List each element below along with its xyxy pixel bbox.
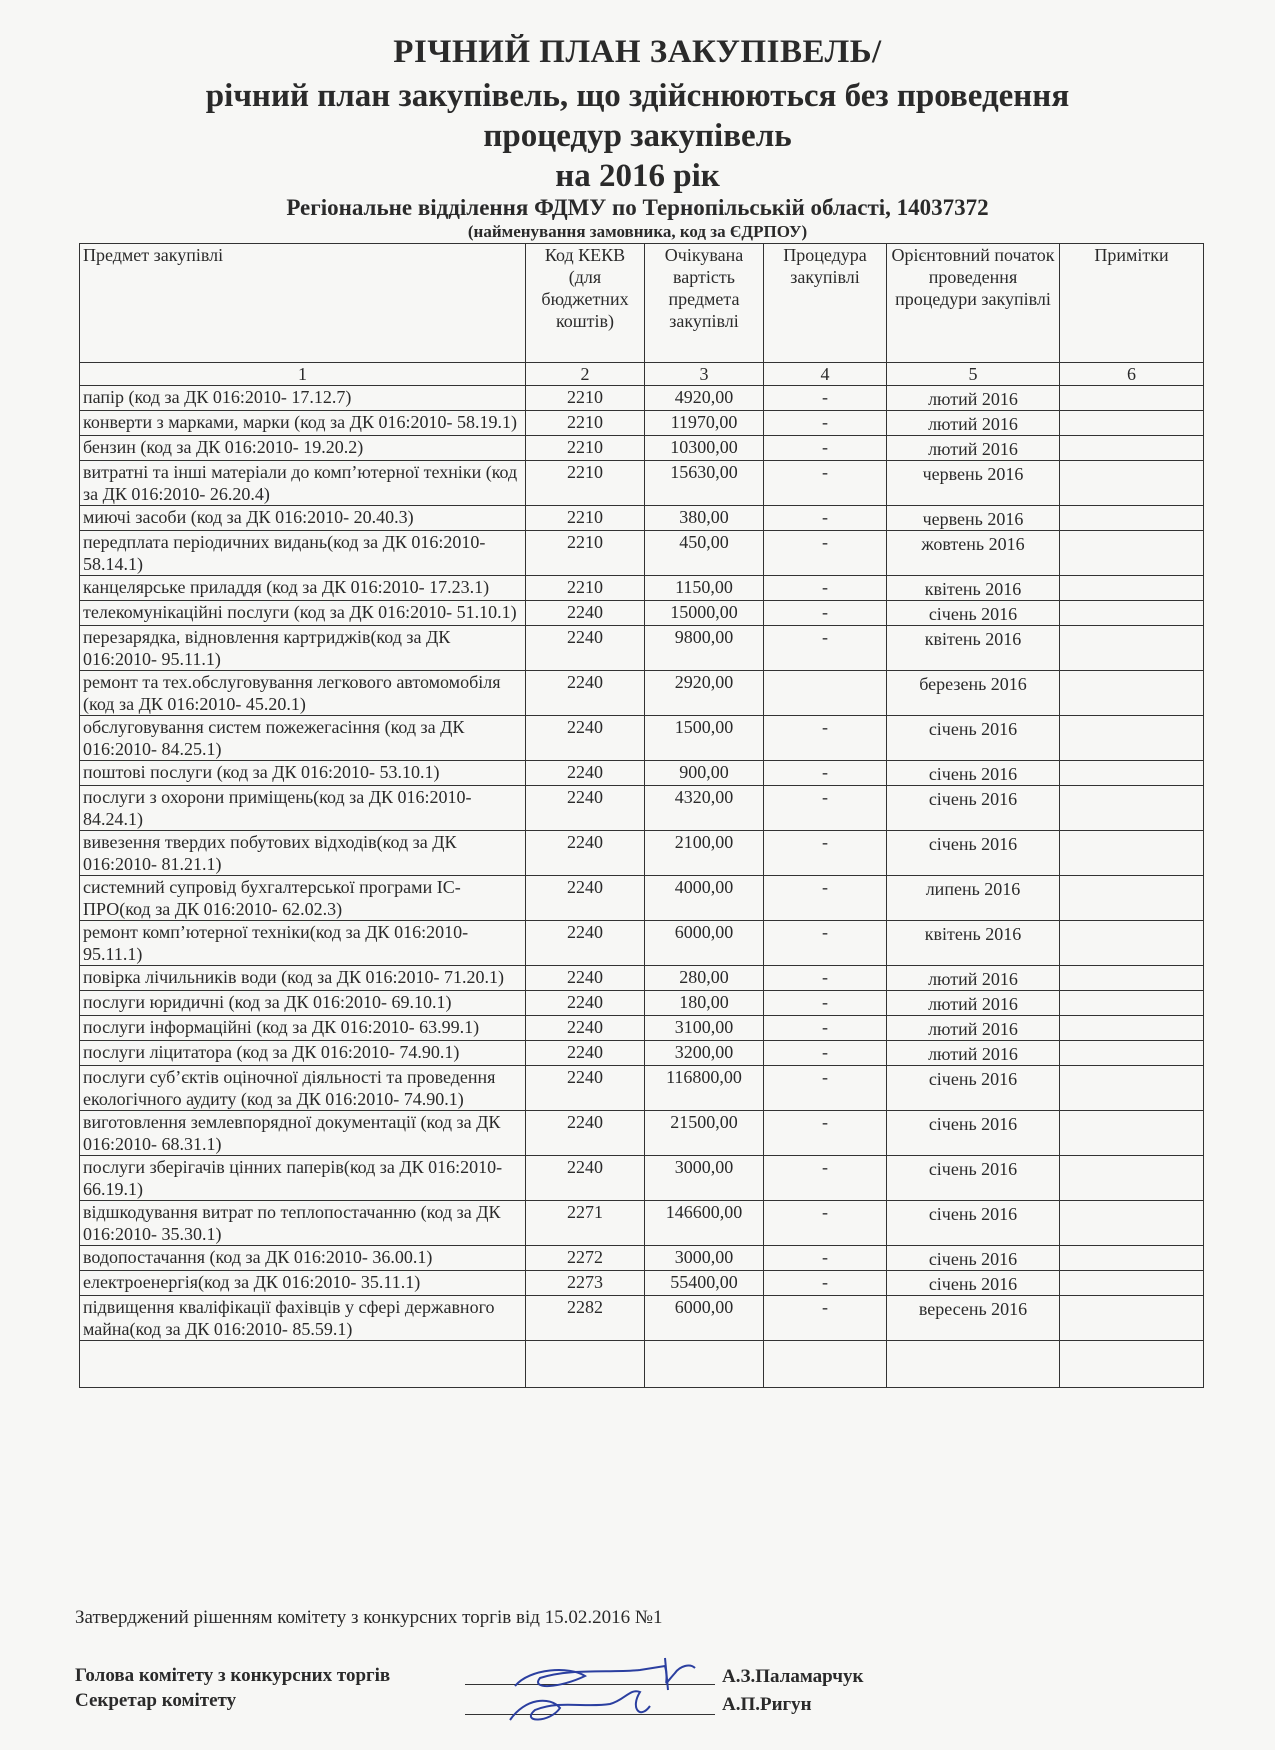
row-procedure: - bbox=[764, 626, 887, 671]
row-start: квітень 2016 bbox=[887, 576, 1060, 601]
row-cost: 1150,00 bbox=[645, 576, 764, 601]
row-start: січень 2016 bbox=[887, 761, 1060, 786]
row-procedure: - bbox=[764, 761, 887, 786]
row-note bbox=[1060, 626, 1204, 671]
table-body bbox=[80, 386, 1204, 1388]
table-row bbox=[80, 411, 1204, 436]
row-start: січень 2016 bbox=[887, 1271, 1060, 1296]
column-number: 2 bbox=[526, 363, 645, 386]
empty-cell bbox=[764, 1341, 887, 1388]
table-row bbox=[80, 716, 1204, 761]
row-start: січень 2016 bbox=[887, 1156, 1060, 1201]
row-start: червень 2016 bbox=[887, 506, 1060, 531]
row-procedure: - bbox=[764, 921, 887, 966]
row-procedure: - bbox=[764, 461, 887, 506]
doc-title: РІЧНИЙ ПЛАН ЗАКУПІВЕЛЬ/ bbox=[393, 34, 882, 70]
column-number: 1 bbox=[80, 363, 526, 386]
row-cost: 2920,00 bbox=[645, 671, 764, 716]
row-kekv: 2240 bbox=[526, 966, 645, 991]
row-cost: 116800,00 bbox=[645, 1066, 764, 1111]
table-row bbox=[80, 1156, 1204, 1201]
empty-cell bbox=[80, 1341, 526, 1388]
row-cost: 9800,00 bbox=[645, 626, 764, 671]
table-row bbox=[80, 386, 1204, 411]
row-note bbox=[1060, 601, 1204, 626]
header-cost: Очікувана вартість предмета закупівлі bbox=[645, 244, 764, 363]
row-cost: 4920,00 bbox=[645, 386, 764, 411]
row-kekv: 2210 bbox=[526, 436, 645, 461]
row-cost: 15630,00 bbox=[645, 461, 764, 506]
header-start: Орієнтовний початок проведення процедури закупівлі bbox=[887, 244, 1060, 363]
row-kekv: 2240 bbox=[526, 761, 645, 786]
row-item: папір (код за ДК 016:2010- 17.12.7) bbox=[80, 386, 526, 411]
row-start: вересень 2016 bbox=[887, 1296, 1060, 1341]
row-procedure: - bbox=[764, 601, 887, 626]
row-item: підвищення кваліфікації фахівців у сфері державного майна(код за ДК 016:2010- 85.59.1) bbox=[80, 1296, 526, 1341]
row-start: липень 2016 bbox=[887, 876, 1060, 921]
row-cost: 4320,00 bbox=[645, 786, 764, 831]
row-cost: 380,00 bbox=[645, 506, 764, 531]
row-start: лютий 2016 bbox=[887, 966, 1060, 991]
row-item: ремонт та тех.обслуговування легкового автомомобіля (код за ДК 016:2010- 45.20.1) bbox=[80, 671, 526, 716]
row-note bbox=[1060, 411, 1204, 436]
table-row bbox=[80, 1201, 1204, 1246]
table-row bbox=[80, 831, 1204, 876]
row-start: січень 2016 bbox=[887, 1246, 1060, 1271]
customer-caption: (найменування замовника, код за ЄДРПОУ) bbox=[467, 222, 808, 241]
row-note bbox=[1060, 436, 1204, 461]
row-item: канцелярське приладдя (код за ДК 016:2010- 17.23.1) bbox=[80, 576, 526, 601]
empty-cell bbox=[526, 1341, 645, 1388]
table-row-empty bbox=[80, 1341, 1204, 1388]
row-note bbox=[1060, 1016, 1204, 1041]
row-note bbox=[1060, 386, 1204, 411]
row-kekv: 2240 bbox=[526, 1111, 645, 1156]
row-start: лютий 2016 bbox=[887, 436, 1060, 461]
table-row bbox=[80, 991, 1204, 1016]
row-procedure: - bbox=[764, 436, 887, 461]
row-note bbox=[1060, 671, 1204, 716]
doc-year: на 2016 рік bbox=[555, 158, 720, 194]
row-note bbox=[1060, 531, 1204, 576]
chair-label: Голова комітету з конкурсних торгів bbox=[75, 1665, 391, 1686]
table-row bbox=[80, 761, 1204, 786]
row-procedure: - bbox=[764, 786, 887, 831]
row-item: конверти з марками, марки (код за ДК 016:2010- 58.19.1) bbox=[80, 411, 526, 436]
row-item: вивезення твердих побутових відходів(код за ДК 016:2010- 81.21.1) bbox=[80, 831, 526, 876]
customer-name: Регіональне відділення ФДМУ по Тернопільській області, 14037372 bbox=[286, 195, 989, 220]
row-item: послуги інформаційні (код за ДК 016:2010- 63.99.1) bbox=[80, 1016, 526, 1041]
empty-cell bbox=[1060, 1341, 1204, 1388]
row-start: січень 2016 bbox=[887, 1111, 1060, 1156]
row-item: послуги суб’єктів оціночної діяльності та проведення екологічного аудиту (код за ДК 016:2010- 74.90.1) bbox=[80, 1066, 526, 1111]
header-kekv: Код КЕКВ (для бюджетних коштів) bbox=[526, 244, 645, 363]
row-start: лютий 2016 bbox=[887, 1041, 1060, 1066]
row-item: перезарядка, відновлення картриджів(код за ДК 016:2010- 95.11.1) bbox=[80, 626, 526, 671]
column-number: 3 bbox=[645, 363, 764, 386]
row-item: водопостачання (код за ДК 016:2010- 36.00.1) bbox=[80, 1246, 526, 1271]
row-start: січень 2016 bbox=[887, 601, 1060, 626]
row-start: лютий 2016 bbox=[887, 411, 1060, 436]
row-kekv: 2210 bbox=[526, 461, 645, 506]
row-cost: 3000,00 bbox=[645, 1246, 764, 1271]
row-procedure: - bbox=[764, 716, 887, 761]
row-item: послуги зберігачів цінних паперів(код за ДК 016:2010- 66.19.1) bbox=[80, 1156, 526, 1201]
row-procedure: - bbox=[764, 1201, 887, 1246]
column-number: 4 bbox=[764, 363, 887, 386]
row-item: миючі засоби (код за ДК 016:2010- 20.40.3) bbox=[80, 506, 526, 531]
row-cost: 180,00 bbox=[645, 991, 764, 1016]
row-note bbox=[1060, 1111, 1204, 1156]
row-procedure: - bbox=[764, 506, 887, 531]
table-row bbox=[80, 601, 1204, 626]
row-kekv: 2210 bbox=[526, 411, 645, 436]
row-cost: 6000,00 bbox=[645, 921, 764, 966]
row-cost: 3200,00 bbox=[645, 1041, 764, 1066]
row-item: телекомунікаційні послуги (код за ДК 016:2010- 51.10.1) bbox=[80, 601, 526, 626]
row-start: квітень 2016 bbox=[887, 921, 1060, 966]
row-kekv: 2240 bbox=[526, 991, 645, 1016]
row-cost: 450,00 bbox=[645, 531, 764, 576]
row-item: поштові послуги (код за ДК 016:2010- 53.10.1) bbox=[80, 761, 526, 786]
row-note bbox=[1060, 1271, 1204, 1296]
row-procedure: - bbox=[764, 991, 887, 1016]
secretary-name: А.П.Ригун bbox=[722, 1694, 812, 1715]
row-cost: 146600,00 bbox=[645, 1201, 764, 1246]
row-procedure: - bbox=[764, 1156, 887, 1201]
row-note bbox=[1060, 921, 1204, 966]
row-start: лютий 2016 bbox=[887, 386, 1060, 411]
row-cost: 4000,00 bbox=[645, 876, 764, 921]
row-kekv: 2240 bbox=[526, 1066, 645, 1111]
procurement-table bbox=[79, 243, 1204, 1388]
column-number-row bbox=[80, 363, 1204, 386]
row-procedure: - bbox=[764, 1271, 887, 1296]
row-cost: 6000,00 bbox=[645, 1296, 764, 1341]
table-row bbox=[80, 461, 1204, 506]
row-procedure: - bbox=[764, 1246, 887, 1271]
row-item: послуги ліцитатора (код за ДК 016:2010- 74.90.1) bbox=[80, 1041, 526, 1066]
table-row bbox=[80, 1246, 1204, 1271]
empty-cell bbox=[887, 1341, 1060, 1388]
row-start: лютий 2016 bbox=[887, 991, 1060, 1016]
row-note bbox=[1060, 761, 1204, 786]
table-row bbox=[80, 786, 1204, 831]
table-row bbox=[80, 1041, 1204, 1066]
row-procedure bbox=[764, 671, 887, 716]
row-procedure: - bbox=[764, 531, 887, 576]
row-procedure: - bbox=[764, 1066, 887, 1111]
table-row bbox=[80, 1066, 1204, 1111]
row-note bbox=[1060, 1066, 1204, 1111]
row-note bbox=[1060, 831, 1204, 876]
row-item: відшкодування витрат по теплопостачанню (код за ДК 016:2010- 35.30.1) bbox=[80, 1201, 526, 1246]
row-kekv: 2240 bbox=[526, 1156, 645, 1201]
row-start: жовтень 2016 bbox=[887, 531, 1060, 576]
table-row bbox=[80, 671, 1204, 716]
row-note bbox=[1060, 991, 1204, 1016]
row-item: електроенергія(код за ДК 016:2010- 35.11.1) bbox=[80, 1271, 526, 1296]
table-row bbox=[80, 1296, 1204, 1341]
row-kekv: 2210 bbox=[526, 386, 645, 411]
row-kekv: 2240 bbox=[526, 1016, 645, 1041]
row-item: послуги з охорони приміщень(код за ДК 016:2010- 84.24.1) bbox=[80, 786, 526, 831]
header-item: Предмет закупівлі bbox=[80, 244, 526, 363]
row-cost: 900,00 bbox=[645, 761, 764, 786]
row-note bbox=[1060, 1041, 1204, 1066]
row-item: бензин (код за ДК 016:2010- 19.20.2) bbox=[80, 436, 526, 461]
row-kekv: 2282 bbox=[526, 1296, 645, 1341]
row-procedure: - bbox=[764, 966, 887, 991]
row-procedure: - bbox=[764, 576, 887, 601]
row-cost: 2100,00 bbox=[645, 831, 764, 876]
table-row bbox=[80, 576, 1204, 601]
row-cost: 11970,00 bbox=[645, 411, 764, 436]
row-cost: 280,00 bbox=[645, 966, 764, 991]
column-number: 5 bbox=[887, 363, 1060, 386]
table-row bbox=[80, 531, 1204, 576]
row-procedure: - bbox=[764, 1296, 887, 1341]
table-row bbox=[80, 1016, 1204, 1041]
row-kekv: 2271 bbox=[526, 1201, 645, 1246]
table-row bbox=[80, 436, 1204, 461]
table-row bbox=[80, 921, 1204, 966]
row-start: лютий 2016 bbox=[887, 1016, 1060, 1041]
table-row bbox=[80, 1111, 1204, 1156]
row-note bbox=[1060, 1296, 1204, 1341]
row-item: повірка лічильників води (код за ДК 016:2010- 71.20.1) bbox=[80, 966, 526, 991]
row-item: системний супровід бухгалтерської програми ІС-ПРО(код за ДК 016:2010- 62.02.3) bbox=[80, 876, 526, 921]
row-note bbox=[1060, 1246, 1204, 1271]
approval-note: Затверджений рішенням комітету з конкурсних торгів від 15.02.2016 №1 bbox=[75, 1607, 663, 1628]
table-row bbox=[80, 1271, 1204, 1296]
row-procedure: - bbox=[764, 1041, 887, 1066]
row-procedure: - bbox=[764, 411, 887, 436]
row-note bbox=[1060, 1156, 1204, 1201]
row-item: передплата періодичних видань(код за ДК 016:2010- 58.14.1) bbox=[80, 531, 526, 576]
row-item: витратні та інші матеріали до комп’ютерної техніки (код за ДК 016:2010- 26.20.4) bbox=[80, 461, 526, 506]
chair-name: А.З.Паламарчук bbox=[722, 1666, 864, 1687]
table-row bbox=[80, 966, 1204, 991]
empty-cell bbox=[645, 1341, 764, 1388]
row-procedure: - bbox=[764, 1016, 887, 1041]
row-item: послуги юридичні (код за ДК 016:2010- 69.10.1) bbox=[80, 991, 526, 1016]
row-kekv: 2210 bbox=[526, 576, 645, 601]
row-cost: 3000,00 bbox=[645, 1156, 764, 1201]
header-notes: Примітки bbox=[1060, 244, 1204, 363]
row-kekv: 2240 bbox=[526, 671, 645, 716]
row-note bbox=[1060, 966, 1204, 991]
row-kekv: 2210 bbox=[526, 506, 645, 531]
row-start: січень 2016 bbox=[887, 786, 1060, 831]
row-cost: 10300,00 bbox=[645, 436, 764, 461]
row-kekv: 2240 bbox=[526, 716, 645, 761]
row-item: ремонт комп’ютерної техніки(код за ДК 016:2010- 95.11.1) bbox=[80, 921, 526, 966]
row-kekv: 2240 bbox=[526, 1041, 645, 1066]
row-kekv: 2240 bbox=[526, 601, 645, 626]
row-procedure: - bbox=[764, 831, 887, 876]
row-cost: 1500,00 bbox=[645, 716, 764, 761]
row-start: червень 2016 bbox=[887, 461, 1060, 506]
doc-subtitle: річний план закупівель, що здійснюються без проведення bbox=[205, 78, 1070, 114]
row-note bbox=[1060, 576, 1204, 601]
handwritten-signatures-icon bbox=[490, 1628, 720, 1728]
row-note bbox=[1060, 786, 1204, 831]
row-start: січень 2016 bbox=[887, 831, 1060, 876]
row-item: обслуговування систем пожежегасіння (код за ДК 016:2010- 84.25.1) bbox=[80, 716, 526, 761]
row-start: січень 2016 bbox=[887, 1201, 1060, 1246]
row-start: січень 2016 bbox=[887, 716, 1060, 761]
row-kekv: 2273 bbox=[526, 1271, 645, 1296]
row-kekv: 2240 bbox=[526, 786, 645, 831]
row-start: березень 2016 bbox=[887, 671, 1060, 716]
row-cost: 55400,00 bbox=[645, 1271, 764, 1296]
row-procedure: - bbox=[764, 386, 887, 411]
table-row bbox=[80, 506, 1204, 531]
row-cost: 21500,00 bbox=[645, 1111, 764, 1156]
doc-subtitle-2: процедур закупівель bbox=[483, 118, 792, 154]
row-note bbox=[1060, 716, 1204, 761]
row-kekv: 2210 bbox=[526, 531, 645, 576]
row-cost: 3100,00 bbox=[645, 1016, 764, 1041]
row-note bbox=[1060, 461, 1204, 506]
table-row bbox=[80, 626, 1204, 671]
row-kekv: 2272 bbox=[526, 1246, 645, 1271]
row-item: виготовлення землевпорядної документації (код за ДК 016:2010- 68.31.1) bbox=[80, 1111, 526, 1156]
row-kekv: 2240 bbox=[526, 921, 645, 966]
header-procedure: Процедура закупівлі bbox=[764, 244, 887, 363]
row-kekv: 2240 bbox=[526, 831, 645, 876]
row-note bbox=[1060, 506, 1204, 531]
row-note bbox=[1060, 876, 1204, 921]
table-header-row bbox=[80, 244, 1204, 363]
row-procedure: - bbox=[764, 1111, 887, 1156]
row-procedure: - bbox=[764, 876, 887, 921]
row-kekv: 2240 bbox=[526, 626, 645, 671]
table-row bbox=[80, 876, 1204, 921]
row-kekv: 2240 bbox=[526, 876, 645, 921]
secretary-label: Секретар комітету bbox=[75, 1690, 237, 1711]
row-cost: 15000,00 bbox=[645, 601, 764, 626]
row-note bbox=[1060, 1201, 1204, 1246]
row-start: квітень 2016 bbox=[887, 626, 1060, 671]
column-number: 6 bbox=[1060, 363, 1204, 386]
row-start: січень 2016 bbox=[887, 1066, 1060, 1111]
